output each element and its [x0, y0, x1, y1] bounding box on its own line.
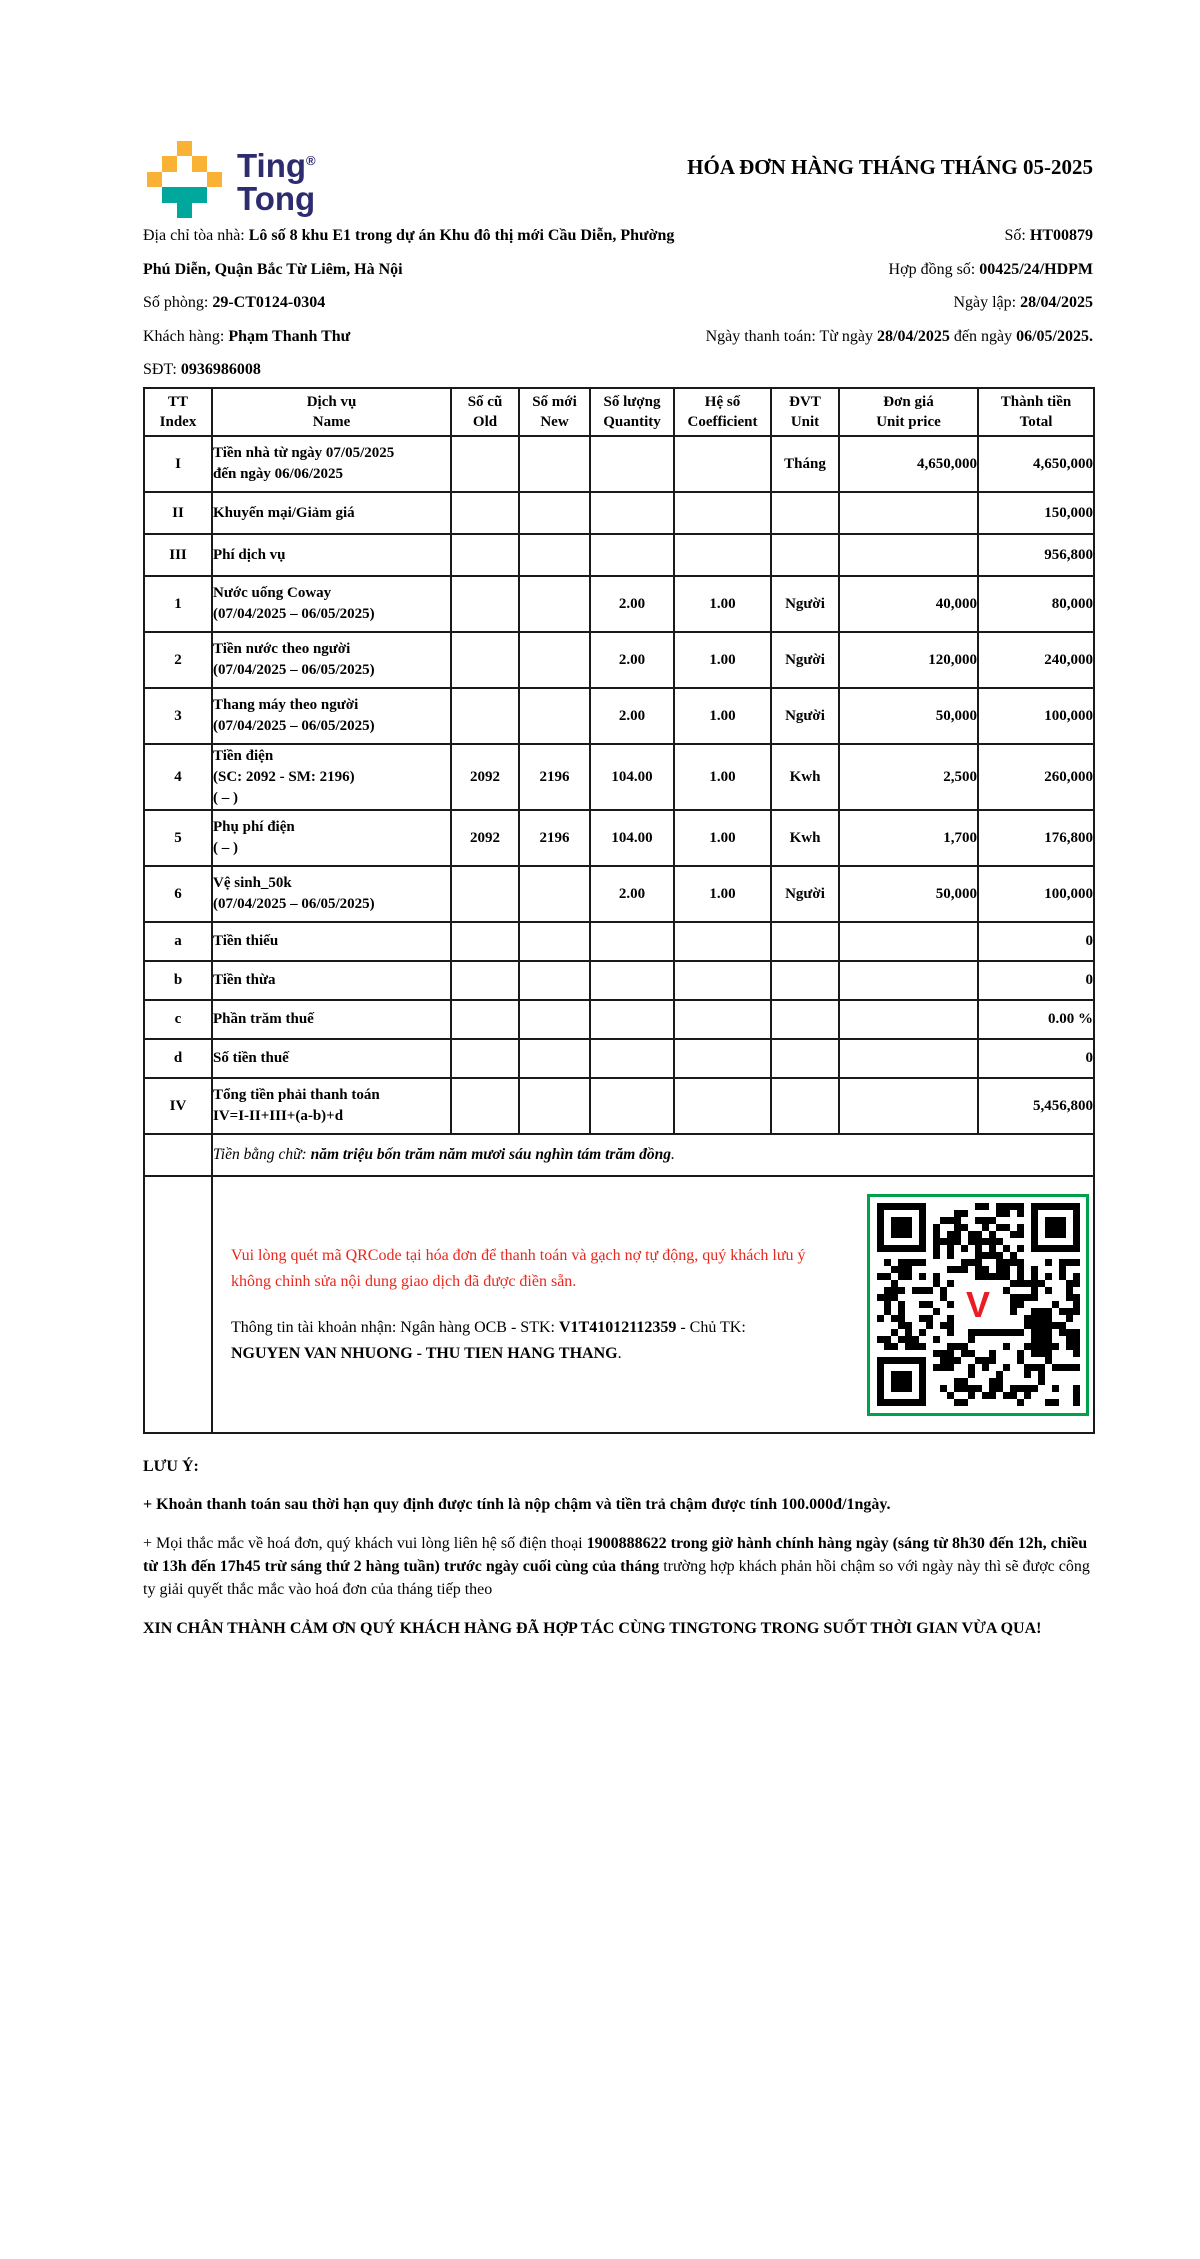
cell-total: 5,456,800: [978, 1078, 1094, 1134]
invoice-title: HÓA ĐƠN HÀNG THÁNG THÁNG 05-2025: [687, 155, 1093, 179]
column-header-label: Số cũ: [467, 394, 503, 410]
service-name-line: Nước uống Coway: [213, 585, 332, 601]
cell-unit-price: 1,700: [839, 810, 978, 866]
table-row: [144, 1078, 1094, 1134]
cell-quantity: [590, 1078, 674, 1134]
cell-coefficient: [674, 961, 771, 1000]
cell-total: 100,000: [978, 866, 1094, 922]
text-segment: HT00879: [1029, 227, 1093, 244]
cell-old-reading: 2092: [451, 744, 519, 810]
logo-pixel: [192, 187, 207, 202]
column-header-label: Index: [159, 414, 197, 430]
service-name-line: Số tiền thuế: [213, 1050, 289, 1066]
service-name-line: Tiền thừa: [213, 972, 276, 988]
table-row: [144, 576, 1094, 632]
column-header-label: Old: [472, 414, 498, 430]
column-header-label: Quantity: [603, 414, 661, 430]
brand-line1: Ting: [237, 147, 307, 184]
logo-pixel: [147, 187, 162, 202]
cell-old-reading: [451, 1078, 519, 1134]
cell-unit-price: 120,000: [839, 632, 978, 688]
text-segment: 28/04/2025: [1020, 294, 1093, 311]
logo-pixel: [177, 156, 192, 171]
column-header: [771, 388, 839, 436]
logo-pixel: [192, 141, 207, 156]
account-number: V1T41012112359: [558, 1318, 677, 1336]
cell-unit: Kwh: [771, 810, 839, 866]
footer-note: [143, 1617, 1093, 1640]
table-body: [144, 436, 1094, 1134]
column-header-label: New: [540, 414, 569, 430]
table-row: [144, 688, 1094, 744]
column-header-label: Thành tiền: [1000, 394, 1072, 410]
cell-unit-price: [839, 922, 978, 961]
table-row: [144, 492, 1094, 534]
cell-index: 3: [144, 688, 212, 744]
text-segment: 28/04/2025: [877, 327, 950, 345]
service-name-line: Phụ phí điện: [213, 819, 295, 835]
cell-service-name: [212, 744, 451, 810]
cell-coefficient: [674, 922, 771, 961]
cell-total: 0: [978, 1039, 1094, 1078]
footer-notes: [143, 1455, 1093, 1656]
cell-service-name: [212, 688, 451, 744]
cell-unit-price: [839, 1078, 978, 1134]
info-line: [143, 320, 688, 354]
cell-quantity: 2.00: [590, 576, 674, 632]
qr-row: [144, 1176, 1094, 1433]
logo-pixel: [177, 203, 192, 218]
service-name-line: (SC: 2092 - SM: 2196): [213, 768, 355, 785]
service-name-line: Vệ sinh_50k: [213, 875, 292, 891]
logo-pixel: [162, 203, 177, 218]
cell-old-reading: [451, 632, 519, 688]
qr-note-block: [213, 1243, 821, 1367]
cell-quantity: 2.00: [590, 866, 674, 922]
text-segment: Hợp đồng số:: [888, 260, 980, 278]
cell-service-name: [212, 1000, 451, 1039]
cell-service-name: [212, 492, 451, 534]
service-name-line: IV=I-II+III+(a-b)+d: [213, 1108, 344, 1124]
text-segment: XIN CHÂN THÀNH CẢM ƠN QUÝ KHÁCH HÀNG ĐÃ HỢP TÁC CÙNG TINGTONG TRONG SUỐT THỜI GIAN VỪA QUA!: [143, 1620, 1042, 1637]
header-row: [144, 388, 1094, 436]
cell-coefficient: 1.00: [674, 744, 771, 810]
cell-index: d: [144, 1039, 212, 1078]
cell-coefficient: 1.00: [674, 810, 771, 866]
logo-pixel: [177, 141, 192, 156]
cell-old-reading: [451, 961, 519, 1000]
service-name-line: Tiền nước theo người: [213, 641, 351, 657]
cell-quantity: [590, 922, 674, 961]
amount-words-label: Tiền bằng chữ:: [213, 1146, 311, 1163]
cell-old-reading: 2092: [451, 810, 519, 866]
logo-pixel: [147, 141, 162, 156]
cell-service-name: [212, 866, 451, 922]
footer-note: [143, 1493, 1093, 1516]
info-left: [143, 219, 688, 387]
column-header-label: Số lượng: [603, 394, 661, 410]
account-prefix: Thông tin tài khoản nhận: Ngân hàng OCB - STK:: [231, 1318, 559, 1336]
text-segment: Lô số 8 khu E1 trong dự án Khu đô thị mới Cầu Diễn, Phường Phú Diễn, Quận Bắc Từ Liêm, Hà Nội: [143, 227, 675, 278]
empty-index-cell: [144, 1134, 212, 1176]
cell-new-reading: [519, 1078, 590, 1134]
table-row: [144, 1039, 1094, 1078]
cell-unit: [771, 534, 839, 576]
cell-index: b: [144, 961, 212, 1000]
logo-pixel: [192, 203, 207, 218]
info-line: [143, 219, 688, 286]
cell-new-reading: [519, 961, 590, 1000]
logo-pixel: [177, 172, 192, 187]
cell-old-reading: [451, 576, 519, 632]
cell-index: III: [144, 534, 212, 576]
text-segment: + Mọi thắc mắc về hoá đơn, quý khách vui lòng liên hệ số điện thoại: [143, 1535, 587, 1552]
cell-old-reading: [451, 1039, 519, 1078]
cell-new-reading: [519, 576, 590, 632]
qr-center-logo: [955, 1282, 1001, 1328]
cell-unit: Kwh: [771, 744, 839, 810]
cell-index: II: [144, 492, 212, 534]
service-name-line: Thang máy theo người: [213, 697, 359, 713]
column-header-label: Dịch vụ: [306, 394, 357, 410]
column-header: [451, 388, 519, 436]
empty-index-cell: [144, 1176, 212, 1433]
footer-paragraphs: [143, 1493, 1093, 1640]
brand-line2: Tong: [237, 180, 316, 217]
cell-unit: [771, 1000, 839, 1039]
cell-total: 956,800: [978, 534, 1094, 576]
logo-pixel: [207, 203, 222, 218]
invoice-info: [143, 219, 1093, 387]
service-name-line: (07/04/2025 – 06/05/2025): [213, 718, 375, 734]
cell-old-reading: [451, 688, 519, 744]
table-row: [144, 534, 1094, 576]
cell-quantity: [590, 492, 674, 534]
service-name-line: Tiền thiếu: [213, 933, 279, 949]
qr-content-cell: [212, 1176, 1094, 1433]
service-name-line: ( – ): [213, 789, 238, 806]
cell-index: 1: [144, 576, 212, 632]
column-header: [674, 388, 771, 436]
cell-new-reading: [519, 436, 590, 492]
text-segment: 1900888622 trong giờ hành chính hàng ngày (sáng từ 8h30 đến 12h, chiều từ 13h đến 17h45 trừ sáng thứ 2 hàng tuần) trước ngày cuối cùng của tháng: [143, 1535, 1088, 1575]
logo-pixel: [207, 172, 222, 187]
column-header: [519, 388, 590, 436]
service-name-line: (07/04/2025 – 06/05/2025): [213, 606, 375, 622]
cell-service-name: [212, 534, 451, 576]
cell-unit-price: 50,000: [839, 866, 978, 922]
text-segment: Địa chỉ tòa nhà:: [143, 227, 249, 244]
account-suffix: .: [617, 1344, 622, 1362]
text-segment: 0936986008: [180, 361, 261, 378]
cell-new-reading: 2196: [519, 810, 590, 866]
table-row: [144, 632, 1094, 688]
info-right: [688, 219, 1093, 387]
cell-total: 0: [978, 961, 1094, 1000]
service-name-line: Phần trăm thuế: [213, 1011, 314, 1027]
cell-index: a: [144, 922, 212, 961]
logo-pixel: [162, 141, 177, 156]
table-row: [144, 436, 1094, 492]
cell-unit: [771, 1078, 839, 1134]
cell-quantity: [590, 1039, 674, 1078]
service-name-line: Tổng tiền phải thanh toán: [213, 1087, 380, 1103]
service-name-line: ( – ): [213, 840, 238, 856]
registered-mark-icon: ®: [306, 153, 316, 168]
logo-pixel: [147, 172, 162, 187]
cell-unit: Người: [771, 866, 839, 922]
cell-new-reading: [519, 1000, 590, 1039]
cell-unit: Người: [771, 688, 839, 744]
cell-unit: Tháng: [771, 436, 839, 492]
service-name-line: đến ngày 06/06/2025: [213, 466, 344, 482]
column-header-label: Unit: [790, 414, 820, 430]
cell-total: 0.00 %: [978, 1000, 1094, 1039]
column-header: [590, 388, 674, 436]
v-icon: V: [965, 1283, 990, 1325]
invoice-table: [143, 387, 1095, 1434]
info-line: [143, 353, 688, 387]
info-line: [688, 320, 1093, 354]
column-header: [978, 388, 1094, 436]
text-segment: trường hợp khách phản hồi chậm so với ngày này thì sẽ được công ty giải quyết thắc mắc vào hoá đơn của tháng tiếp theo: [143, 1558, 1090, 1598]
column-header-label: Số mới: [532, 394, 577, 410]
cell-coefficient: [674, 1078, 771, 1134]
column-header-label: Đơn giá: [883, 394, 934, 410]
cell-index: 6: [144, 866, 212, 922]
cell-total: 150,000: [978, 492, 1094, 534]
cell-unit-price: [839, 534, 978, 576]
cell-service-name: [212, 922, 451, 961]
cell-unit-price: 40,000: [839, 576, 978, 632]
cell-total: 240,000: [978, 632, 1094, 688]
cell-coefficient: 1.00: [674, 632, 771, 688]
cell-unit: [771, 1039, 839, 1078]
cell-quantity: 2.00: [590, 688, 674, 744]
table-row: [144, 922, 1094, 961]
text-segment: đến ngày: [949, 327, 1017, 345]
cell-new-reading: [519, 492, 590, 534]
cell-index: I: [144, 436, 212, 492]
cell-unit-price: 50,000: [839, 688, 978, 744]
logo-pixel: [207, 187, 222, 202]
qr-note-red: Vui lòng quét mã QRCode tại hóa đơn để thanh toán và gạch nợ tự động, quý khách lưu ý không chỉnh sửa nội dung giao dịch đã được điền sẵn.: [231, 1246, 806, 1290]
column-header-label: Unit price: [876, 414, 941, 430]
text-segment: 29-CT0124-0304: [212, 294, 326, 311]
cell-index: 4: [144, 744, 212, 810]
text-segment: Số:: [1004, 227, 1030, 244]
logo-pixel: [147, 156, 162, 171]
cell-new-reading: [519, 866, 590, 922]
cell-coefficient: 1.00: [674, 866, 771, 922]
cell-unit: [771, 492, 839, 534]
cell-service-name: [212, 961, 451, 1000]
cell-unit: Người: [771, 576, 839, 632]
amount-words-suffix: .: [671, 1146, 675, 1163]
text-segment: Phạm Thanh Thư: [228, 327, 351, 345]
cell-unit-price: [839, 492, 978, 534]
cell-unit: [771, 961, 839, 1000]
column-header: [839, 388, 978, 436]
logo-pixel: [147, 203, 162, 218]
footer-heading: LƯU Ý:: [143, 1458, 199, 1475]
cell-service-name: [212, 436, 451, 492]
text-segment: Số phòng:: [143, 294, 213, 311]
text-segment: Ngày thanh toán: Từ ngày: [705, 327, 878, 345]
cell-index: 2: [144, 632, 212, 688]
column-header-label: TT: [167, 394, 188, 410]
cell-service-name: [212, 1039, 451, 1078]
cell-unit-price: [839, 1000, 978, 1039]
logo-pixel: [192, 172, 207, 187]
column-header: [144, 388, 212, 436]
table-row: [144, 744, 1094, 810]
table-footer-rows: [144, 1134, 1094, 1433]
cell-coefficient: [674, 1039, 771, 1078]
cell-total: 0: [978, 922, 1094, 961]
logo-pixel: [162, 187, 177, 202]
cell-unit: [771, 922, 839, 961]
cell-service-name: [212, 810, 451, 866]
table-row: [144, 866, 1094, 922]
cell-old-reading: [451, 922, 519, 961]
cell-unit-price: 2,500: [839, 744, 978, 810]
cell-old-reading: [451, 492, 519, 534]
amount-in-words-cell: [212, 1134, 1094, 1176]
cell-index: IV: [144, 1078, 212, 1134]
logo-pixel: [192, 156, 207, 171]
table-row: [144, 961, 1094, 1000]
cell-unit-price: [839, 1039, 978, 1078]
cell-total: 80,000: [978, 576, 1094, 632]
cell-old-reading: [451, 436, 519, 492]
cell-unit-price: 4,650,000: [839, 436, 978, 492]
cell-quantity: [590, 436, 674, 492]
cell-new-reading: [519, 534, 590, 576]
logo-pixel: [162, 172, 177, 187]
column-header-label: Name: [312, 414, 351, 430]
logo-pixel: [177, 187, 192, 202]
logo-pixel: [207, 141, 222, 156]
cell-coefficient: 1.00: [674, 688, 771, 744]
cell-quantity: 104.00: [590, 810, 674, 866]
cell-service-name: [212, 576, 451, 632]
service-name-line: (07/04/2025 – 06/05/2025): [213, 896, 375, 912]
cell-service-name: [212, 632, 451, 688]
service-name-line: Tiền nhà từ ngày 07/05/2025: [213, 445, 395, 461]
cell-total: 260,000: [978, 744, 1094, 810]
column-header-label: ĐVT: [789, 394, 821, 410]
text-segment: 00425/24/HDPM: [979, 260, 1093, 278]
table-row: [144, 1000, 1094, 1039]
table-row: [144, 810, 1094, 866]
cell-coefficient: [674, 534, 771, 576]
tingtong-logo-icon: [147, 141, 222, 218]
footer-note: [143, 1532, 1093, 1601]
amount-words-value: năm triệu bốn trăm năm mươi sáu nghìn tám trăm đồng: [310, 1146, 672, 1163]
column-header-label: Hệ số: [704, 394, 741, 410]
cell-quantity: 2.00: [590, 632, 674, 688]
cell-quantity: 104.00: [590, 744, 674, 810]
account-holder: NGUYEN VAN NHUONG - THU TIEN HANG THANG: [231, 1344, 618, 1362]
cell-unit: Người: [771, 632, 839, 688]
qr-code: [867, 1194, 1089, 1416]
cell-coefficient: 1.00: [674, 576, 771, 632]
cell-service-name: [212, 1078, 451, 1134]
cell-new-reading: [519, 688, 590, 744]
column-header: [212, 388, 451, 436]
text-segment: + Khoản thanh toán sau thời hạn quy định được tính là nộp chậm và tiền trả chậm được tính 100.000đ/1ngày.: [143, 1496, 891, 1513]
logo-pixel: [207, 156, 222, 171]
cell-coefficient: [674, 492, 771, 534]
cell-total: 4,650,000: [978, 436, 1094, 492]
cell-new-reading: [519, 922, 590, 961]
info-line: [688, 219, 1093, 253]
cell-new-reading: [519, 1039, 590, 1078]
account-mid: - Chủ TK:: [676, 1318, 746, 1336]
cell-old-reading: [451, 534, 519, 576]
info-line: [688, 286, 1093, 320]
info-line: [688, 253, 1093, 287]
cell-coefficient: [674, 1000, 771, 1039]
text-segment: 06/05/2025.: [1016, 327, 1093, 345]
text-segment: Ngày lập:: [953, 294, 1021, 311]
cell-quantity: [590, 534, 674, 576]
cell-quantity: [590, 1000, 674, 1039]
cell-old-reading: [451, 1000, 519, 1039]
text-segment: Khách hàng:: [143, 327, 229, 345]
account-info: [231, 1315, 821, 1367]
cell-old-reading: [451, 866, 519, 922]
amount-in-words-row: [144, 1134, 1094, 1176]
cell-quantity: [590, 961, 674, 1000]
column-header-label: Coefficient: [687, 414, 758, 430]
cell-new-reading: [519, 632, 590, 688]
logo-pixel: [162, 156, 177, 171]
table-header: [144, 388, 1094, 436]
cell-unit-price: [839, 961, 978, 1000]
service-name-line: Tiền điện: [213, 747, 274, 764]
cell-index: 5: [144, 810, 212, 866]
service-name-line: (07/04/2025 – 06/05/2025): [213, 662, 375, 678]
cell-new-reading: 2196: [519, 744, 590, 810]
service-name-line: Phí dịch vụ: [213, 546, 286, 563]
cell-index: c: [144, 1000, 212, 1039]
cell-total: 176,800: [978, 810, 1094, 866]
column-header-label: Total: [1019, 414, 1053, 430]
info-line: [143, 286, 688, 320]
text-segment: SĐT:: [143, 361, 181, 378]
tingtong-logo-text: [237, 144, 316, 215]
cell-total: 100,000: [978, 688, 1094, 744]
service-name-line: Khuyến mại/Giảm giá: [213, 504, 355, 521]
cell-coefficient: [674, 436, 771, 492]
